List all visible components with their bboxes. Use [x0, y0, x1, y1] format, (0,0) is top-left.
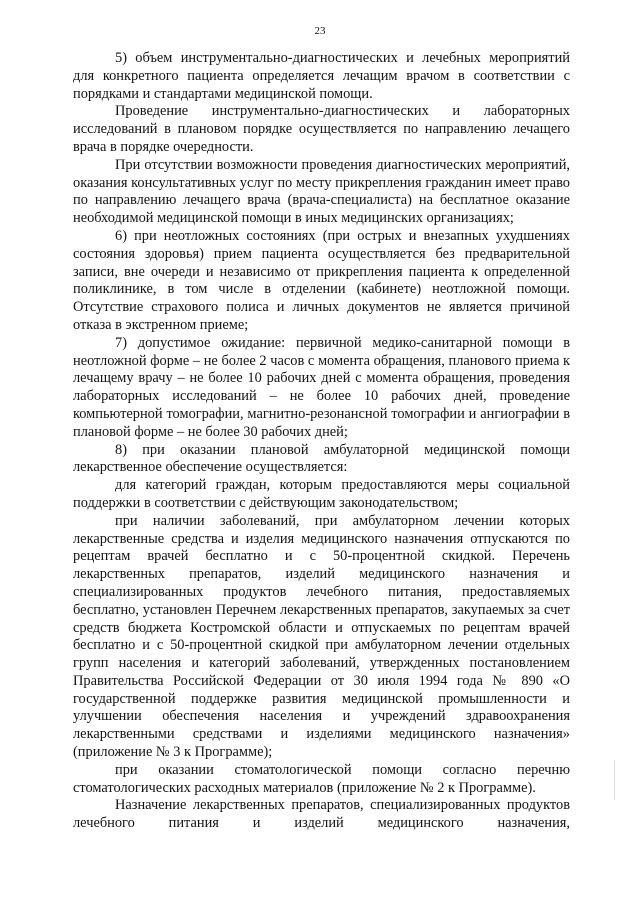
- paragraph-diagnostics-referral: Проведение инструментально-диагностических и лабораторных исследований в плановом порядке осуществляется по направлению лечащего врача в порядке очередности.: [73, 103, 570, 155]
- paragraph-dental-care: при оказании стоматологической помощи согласно перечню стоматологических расходных материалов (приложение № 2 к Программе).: [73, 761, 570, 796]
- paragraph-social-support: для категорий граждан, которым предоставляются меры социальной поддержки в соответствии с действующим законодательством;: [73, 477, 570, 511]
- paragraph-item-8: 8) при оказании плановой амбулаторной медицинской помощи лекарственное обеспечение осуществляется:: [73, 441, 570, 476]
- paragraph-item-6: 6) при неотложных состояниях (при острых и внезапных ухудшениях состояния здоровья) прием пациента осуществляется без предварительной записи, вне очереди и независимо от прикрепления пациента к определенной поликлинике, в том числе в отделении (кабинете) неотложной помощи. Отсутствие страхового полиса и личных документов не является причиной отказа в экстренном приеме;: [73, 227, 570, 333]
- paragraph-prescription: Назначение лекарственных препаратов, специализированных продуктов лечебного питания и изделий медицинского назначения,: [73, 797, 570, 832]
- paragraph-other-organizations: При отсутствии возможности проведения диагностических мероприятий, оказания консультативных услуг по месту прикрепления гражданин имеет право по направлению лечащего врача (врача-специалиста) на бесплатное оказание необходимой медицинской помощи в иных медицинских организациях;: [73, 156, 570, 227]
- paragraph-item-5: 5) объем инструментально-диагностических и лечебных мероприятий для конкретного пациента определяется лечащим врачом в соответствии с порядками и стандартами медицинской помощи.: [73, 50, 570, 102]
- paragraph-medicines-list: при наличии заболеваний, при амбулаторном лечении которых лекарственные средства и изделия медицинского назначения отпускаются по рецептам врачей бесплатно и с 50-процентной скидкой. Перечень лекарственных препаратов, изделий медицинского назначения и специализированных продуктов лечебного питания, предоставляемых бесплатно, установлен Перечнем лекарственных препаратов, закупаемых за счет средств бюджета Костромской области и отпускаемых по рецептам врачей бесплатно и с 50-процентной скидкой при амбулаторном лечении отдельных групп населения и категорий заболеваний, утвержденных постановлением Правительства Российской Федерации от 30 июля 1994 года № 890 «О государственной поддержке развития медицинской промышленности и улучшении обеспечения населения и учреждений здравоохранения лекарственными средствами и изделиями медицинского назначения» (приложение № 3 к Программе);: [73, 512, 570, 761]
- page-number: 23: [314, 25, 326, 37]
- document-body: [73, 50, 570, 833]
- paragraph-item-7: 7) допустимое ожидание: первичной медико-санитарной помощи в неотложной форме – не более 2 часов с момента обращения, планового приема к лечащему врачу – не более 10 рабочих дней с момента обращения, проведения лабораторных исследований – не более 10 рабочих дней, проведение компьютерной томографии, магнитно-резонансной томографии и ангиографии в плановой форме – не более 30 рабочих дней;: [73, 334, 570, 440]
- scan-edge-mark: [614, 760, 615, 800]
